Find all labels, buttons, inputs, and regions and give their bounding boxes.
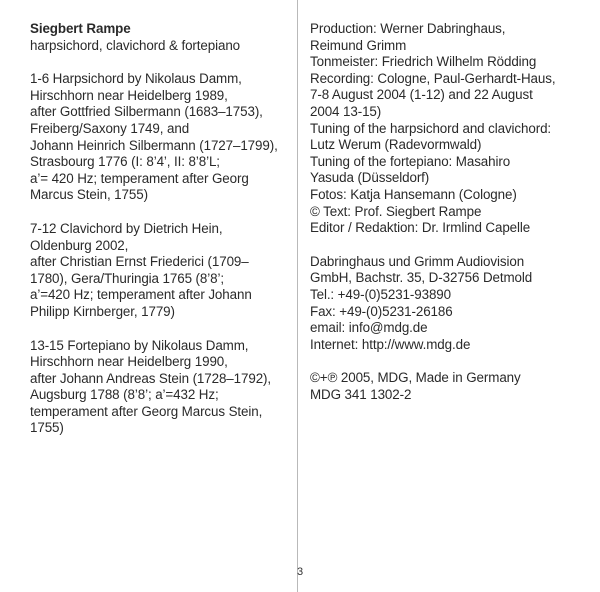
address-line: Dabringhaus und Grimm Audiovision — [310, 253, 525, 269]
right-column — [310, 21, 580, 420]
left-column — [30, 21, 292, 454]
note-line: Philipp Kirnberger, 1779) — [30, 303, 175, 319]
copyright-line: ©+℗ 2005, MDG, Made in Germany — [310, 370, 521, 386]
note-line: Augsburg 1788 (8’8’; a’=432 Hz; — [30, 387, 219, 403]
note-line: Freiberg/Saxony 1749, and — [30, 120, 190, 136]
performer-name: Siegbert Rampe — [30, 21, 131, 36]
credit-line: Reimund Grimm — [310, 37, 407, 53]
performer-block — [30, 21, 292, 54]
note-line: after Johann Andreas Stein (1728–1792), — [30, 370, 272, 386]
note-line: after Gottfried Silbermann (1683–1753), — [30, 104, 263, 120]
catalog-number: MDG 341 1302-2 — [310, 386, 412, 402]
credit-line: Tuning of the fortepiano: Masahiro — [310, 153, 511, 169]
instrument-note-harpsichord — [30, 71, 292, 204]
copyright-block — [310, 370, 580, 403]
credit-line: Production: Werner Dabringhaus, — [310, 21, 506, 36]
credit-line: 7-8 August 2004 (1-12) and 22 August — [310, 87, 533, 103]
performer-instruments: harpsichord, clavichord & fortepiano — [30, 37, 241, 53]
credit-line: 2004 13-15) — [310, 103, 382, 119]
note-line: 1755) — [30, 420, 64, 436]
website-line: Internet: http://www.mdg.de — [310, 336, 471, 352]
credit-line: Lutz Werum (Radevormwald) — [310, 137, 482, 153]
note-line: Johann Heinrich Silbermann (1727–1799), — [30, 137, 278, 153]
note-line: Strasbourg 1776 (I: 8’4’, II: 8’8’L; — [30, 154, 220, 170]
note-line: a’= 420 Hz; temperament after Georg — [30, 170, 249, 186]
instrument-note-fortepiano — [30, 338, 292, 438]
note-line: Marcus Stein, 1755) — [30, 187, 148, 203]
instrument-note-clavichord — [30, 221, 292, 321]
note-line: a’=420 Hz; temperament after Johann — [30, 287, 252, 303]
note-line: 1-6 Harpsichord by Nikolaus Damm, — [30, 71, 242, 87]
note-line: 1780), Gera/Thuringia 1765 (8’8’; — [30, 270, 224, 286]
note-line: after Christian Ernst Friederici (1709– — [30, 254, 249, 270]
column-divider — [297, 0, 298, 592]
credit-line: Editor / Redaktion: Dr. Irmlind Capelle — [310, 220, 531, 236]
credit-line: Yasuda (Düsseldorf) — [310, 170, 430, 186]
credit-line: Tuning of the harpsichord and clavichord: — [310, 120, 552, 136]
label-address-block — [310, 254, 580, 354]
phone-line: Tel.: +49-(0)5231-93890 — [310, 286, 452, 302]
note-line: Hirschhorn near Heidelberg 1990, — [30, 354, 228, 370]
note-line: Hirschhorn near Heidelberg 1989, — [30, 87, 228, 103]
note-line: 13-15 Fortepiano by Nikolaus Damm, — [30, 337, 249, 353]
note-line: 7-12 Clavichord by Dietrich Hein, — [30, 220, 223, 236]
credit-line: Recording: Cologne, Paul-Gerhardt-Haus, — [310, 70, 556, 86]
credit-line: © Text: Prof. Siegbert Rampe — [310, 203, 482, 219]
credit-line: Fotos: Katja Hansemann (Cologne) — [310, 186, 517, 202]
page-number: 3 — [296, 566, 304, 578]
credit-line: Tonmeister: Friedrich Wilhelm Rödding — [310, 54, 537, 70]
address-line: GmbH, Bachstr. 35, D-32756 Detmold — [310, 270, 533, 286]
note-line: temperament after Georg Marcus Stein, — [30, 403, 263, 419]
note-line: Oldenburg 2002, — [30, 237, 129, 253]
fax-line: Fax: +49-(0)5231-26186 — [310, 303, 453, 319]
credits-block — [310, 21, 580, 237]
email-line: email: info@mdg.de — [310, 320, 428, 336]
